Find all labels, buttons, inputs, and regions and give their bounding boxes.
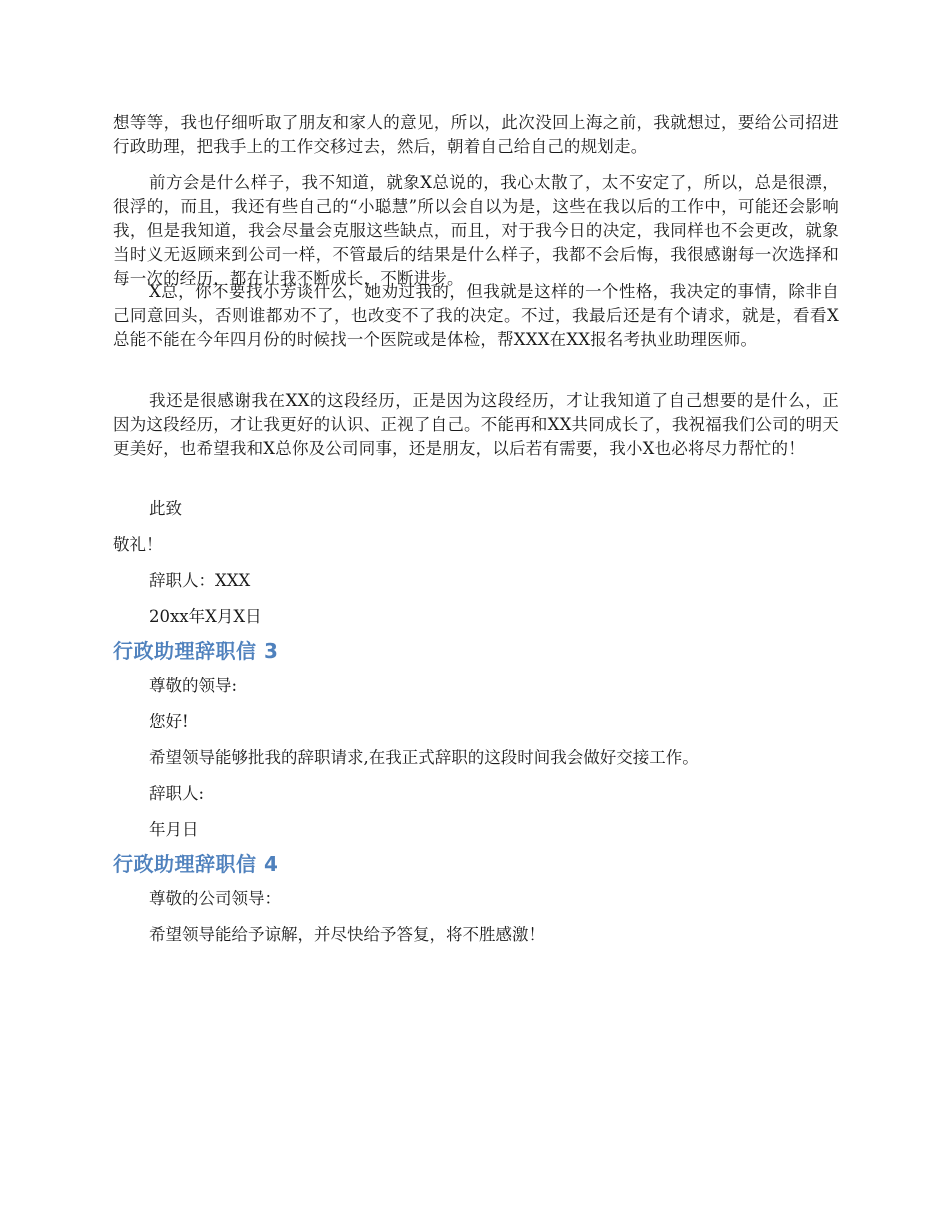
paragraph-1: 想等等，我也仔细听取了朋友和家人的意见，所以，此次没回上海之前，我就想过，要给公司招进行政助理，把我手上的工作交移过去，然后，朝着自己给自己的规划走。 <box>113 113 839 156</box>
section-4-heading: 行政助理辞职信 4 <box>113 852 279 876</box>
document-page <box>113 111 839 947</box>
date-line: 20xx年X月X日 <box>149 607 262 626</box>
paragraph-4: 我还是很感谢我在XX的这段经历，正是因为这段经历，才让我知道了自己想要的是什么，正因为这段经历，才让我更好的认识、正视了自己。不能再和XX共同成长了，我祝福我们公司的明天更美好，也希望我和X总你及公司同事，还是朋友，以后若有需要，我小X也必将尽力帮忙的！ <box>113 391 839 458</box>
closing-salutation: 此致 <box>149 499 182 518</box>
section-3-date: 年月日 <box>149 820 199 839</box>
signer-line: 辞职人：XXX <box>149 571 251 590</box>
section-3-heading: 行政助理辞职信 3 <box>113 639 279 663</box>
section-3-signer: 辞职人: <box>149 784 205 803</box>
closing-respect: 敬礼！ <box>113 535 163 554</box>
section-3-greeting: 尊敬的领导: <box>149 676 238 695</box>
section-4-greeting: 尊敬的公司领导： <box>149 889 281 908</box>
section-3-body: 希望领导能够批我的辞职请求,在我正式辞职的这段时间我会做好交接工作。 <box>149 748 699 767</box>
paragraph-3: X总，你不要找小芳谈什么，她劝过我的，但我就是这样的一个性格，我决定的事情，除非自己同意回头，否则谁都劝不了，也改变不了我的决定。不过，我最后还是有个请求，就是，看看X总能不能在今年四月份的时候找一个医院或是体检，帮XXX在XX报名考执业助理医师。 <box>113 282 839 349</box>
section-4-body: 希望领导能给予谅解，并尽快给予答复，将不胜感激！ <box>149 925 545 944</box>
section-3-hello: 您好! <box>149 712 189 731</box>
paragraph-2: 前方会是什么样子，我不知道，就象X总说的，我心太散了，太不安定了，所以，总是很漂，很浮的，而且，我还有些自己的“小聪慧”所以会自以为是，这些在我以后的工作中，可能还会影响我，但是我知道，我会尽量会克服这些缺点，而且，对于我今日的决定，我同样也不会更改，就象当时义无返顾来到公司一样，不管最后的结果是什么样子，我都不会后悔，我很感谢每一次选择和每一次的经历，都在让我不断成长，不断进步。 <box>113 173 839 288</box>
